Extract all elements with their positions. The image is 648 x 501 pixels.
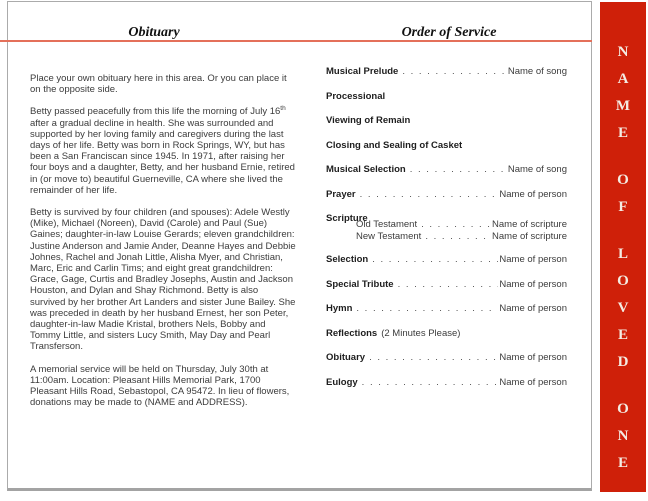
- item-label: New Testament: [356, 231, 422, 242]
- order-item-hymn: [326, 303, 567, 314]
- item-value: Name of person: [499, 376, 567, 388]
- order-subitem-old-testament: [356, 219, 567, 230]
- item-label: Scripture: [326, 213, 368, 224]
- order-item-obituary: [326, 352, 567, 363]
- dot-leader: [362, 377, 499, 388]
- obituary-paragraph-survivors: Betty is survived by four children (and spouses): Adele Westly (Mike), Michael (Noreen), David (Carole) and Paul (Sue) Gaines; daughter-in-law Louise Gerards; eleven grandchildren: Justine Anderson and Jamie Ander, Deanne Hayes and Debbie Johnes, Rachel and Jonah Little, Alisha Myer, and Christian, Marc, Eric and Carlin Tims; and eight great grandchildren: Grace, Gage, Curtis and Bradley Josephs, Austin and Jackson Houston, and Dylan and Shay Richmond. Betty is also survived by her brother Art Landers and sister June Bailey. She was preceded in death by her husband Ernest, her son Peter, daughter-in-law Madie Kristal, brothers Nels, Bobby and Tommy Little, and sisters Lucy Smith, May Day and Pearl Transferson.: [30, 207, 296, 353]
- order-item-eulogy: [326, 377, 567, 388]
- order-subitem-new-testament: [356, 231, 567, 242]
- dot-leader: [372, 254, 498, 265]
- order-of-service-title: Order of Service: [401, 25, 497, 40]
- item-value: Name of person: [499, 188, 567, 200]
- banner-word-name: NAME: [615, 44, 631, 152]
- item-label: Reflections: [326, 327, 378, 339]
- item-note: (2 Minutes Please): [381, 327, 461, 339]
- header-divider-rule: [0, 40, 592, 42]
- item-value: Name of song: [507, 66, 567, 77]
- item-label: Hymn: [326, 303, 353, 314]
- item-label: Musical Prelude: [326, 66, 399, 77]
- item-label: Closing and Sealing of Casket: [326, 139, 463, 151]
- order-item-musical-prelude: [326, 66, 567, 77]
- dot-leader: [425, 231, 491, 242]
- dot-leader: [410, 164, 507, 175]
- item-value: Name of person: [499, 303, 567, 314]
- obituary-title: Obituary: [128, 25, 180, 40]
- order-item-special-tribute: [326, 279, 567, 290]
- item-label: Old Testament: [356, 219, 418, 230]
- item-label: Viewing of Remain: [326, 115, 411, 126]
- item-label: Eulogy: [326, 376, 358, 388]
- item-label: Selection: [326, 254, 369, 265]
- order-item-musical-selection: [326, 164, 567, 175]
- order-item-closing-casket: [326, 140, 567, 151]
- item-value: Name of song: [507, 164, 567, 175]
- order-of-service-list: [326, 66, 567, 401]
- item-label: Special Tribute: [326, 278, 394, 290]
- obituary-text-area: [30, 73, 296, 419]
- dot-leader: [356, 303, 498, 314]
- order-item-viewing-of-remain: [326, 115, 567, 126]
- item-label: Obituary: [326, 352, 366, 363]
- scripture-sub-items: [356, 219, 567, 242]
- item-value: Name of scripture: [492, 219, 567, 230]
- banner-word-loved: LOVED: [615, 246, 631, 381]
- item-value: Name of person: [499, 254, 567, 265]
- dot-leader: [402, 66, 507, 77]
- item-value: Name of scripture: [492, 231, 567, 242]
- superscript-th: th: [280, 105, 286, 113]
- banner-word-one: ONE: [615, 401, 631, 482]
- dot-leader: [369, 352, 498, 363]
- program-page: [7, 1, 592, 491]
- item-label: Musical Selection: [326, 164, 406, 175]
- item-value: Name of person: [499, 352, 567, 363]
- dot-leader: [360, 189, 499, 200]
- item-label: Prayer: [326, 188, 356, 200]
- dot-leader: [421, 219, 491, 230]
- obituary-paragraph-service-info: A memorial service will be held on Thursday, July 30th at 11:00am. Location: Pleasant Hills Memorial Park, 1700 Pleasant Hills Road, Sebastopol, CA 95472. In lieu of flowers, donations may be made to (NAME and ADDRESS).: [30, 363, 290, 409]
- item-label: Processional: [326, 90, 386, 102]
- item-value: Name of person: [499, 278, 567, 290]
- order-item-selection: [326, 254, 567, 265]
- obituary-placeholder-paragraph: Place your own obituary here in this area. Or you can place it on the opposite side.: [30, 73, 287, 96]
- dot-leader: [398, 279, 499, 290]
- order-item-reflections: [326, 328, 567, 339]
- obituary-paragraph-life: Betty passed peacefully from this life the morning of July 16th after a gradual decline in health. She was surrounded and supported by her loving family and caregivers during the last days of her life. Betty was born in Rock Springs, WY, but has been a San Franciscan since 1945. In 1971, after raising her four boys and a daughter, Betty, and her husband Ernie, retired in (or move to) beautiful Guerneville, CA where she lived the remainder of her life.: [30, 105, 295, 196]
- name-of-loved-one-banner: [600, 2, 646, 492]
- order-item-prayer: [326, 189, 567, 200]
- banner-word-of: OF: [615, 172, 631, 226]
- order-item-processional: [326, 91, 567, 102]
